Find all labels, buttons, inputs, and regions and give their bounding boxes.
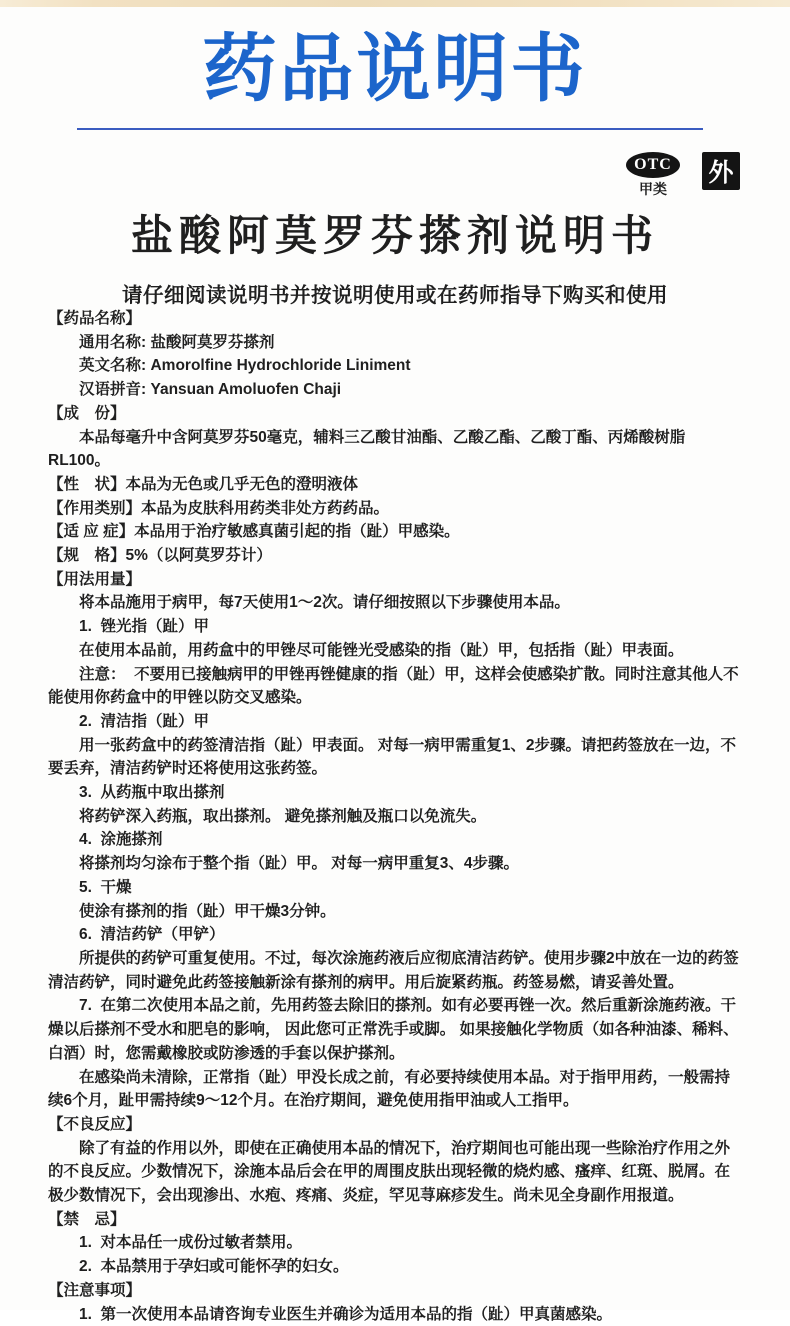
sections-container	[48, 307, 745, 1326]
section-paragraph: 将药铲深入药瓶，取出搽剂。 避免搽剂触及瓶口以免流失。	[79, 807, 487, 825]
section-dosage	[48, 568, 745, 1113]
section-contraindications	[48, 1208, 745, 1279]
section-heading: 【性 状】	[48, 475, 126, 493]
section-inline-text: 本品为皮肤科用药类非处方药药品。	[141, 499, 390, 517]
section-inline-text: 本品为无色或几乎无色的澄明液体	[125, 475, 359, 493]
section-heading-line	[48, 402, 745, 426]
section-heading-line	[48, 568, 745, 592]
section-paragraph: 6. 清洁药铲（甲铲）	[79, 926, 225, 944]
section-heading: 【不良反应】	[48, 1115, 142, 1133]
section-heading: 【适 应 症】	[48, 523, 135, 541]
section-paragraph: 用一张药盒中的药签清洁指（趾）甲表面。 对每一病甲需重复1、2步骤。请把药签放在一边，不要丢弃，清洁药铲时还将使用这张药签。	[48, 736, 737, 778]
section-heading-line	[48, 307, 745, 331]
section-composition	[48, 402, 745, 473]
section-paragraph: 汉语拼音: Yansuan Amoluofen Chaji	[79, 381, 342, 399]
section-inline-text: 本品用于治疗敏感真菌引起的指（趾）甲感染。	[134, 523, 460, 541]
otc-label: OTC	[634, 156, 672, 173]
doc-title: 盐酸阿莫罗芬搽剂说明书	[130, 212, 659, 259]
section-heading-line	[48, 1113, 745, 1137]
section-paragraph: 5. 干燥	[79, 878, 132, 896]
section-heading: 【禁 忌】	[48, 1210, 126, 1228]
section-paragraph: 通用名称: 盐酸阿莫罗芬搽剂	[79, 333, 275, 351]
section-heading-line	[48, 473, 745, 497]
section-action-category	[48, 497, 745, 521]
title-divider	[77, 128, 703, 130]
page-title: 药品说明书	[202, 27, 588, 110]
section-adverse-reactions	[48, 1113, 745, 1208]
section-heading: 【药品名称】	[48, 310, 142, 327]
section-paragraph: 本品每毫升中含阿莫罗芬50毫克，辅料三乙酸甘油酯、乙酸乙酯、乙酸丁酯、丙烯酸树脂RL100。	[48, 428, 686, 470]
section-precautions	[48, 1279, 745, 1326]
section-paragraph: 英文名称: Amorolfine Hydrochloride Liniment	[79, 357, 411, 375]
section-heading-line	[48, 497, 745, 521]
section-paragraph: 注意： 不要用已接触病甲的甲锉再锉健康的指（趾）甲，这样会使感染扩散。同时注意其他人不能使用你药盒中的甲锉以防交叉感染。	[48, 665, 739, 707]
section-paragraph: 7. 在第二次使用本品之前，先用药签去除旧的搽剂。如有必要再锉一次。然后重新涂施药液。干燥以后搽剂不受水和肥皂的影响， 因此您可正常洗手或脚。 如果接触化学物质（如各种油漆、稀料、白酒）时，您需戴橡胶或防渗透的手套以保护搽剂。	[48, 997, 739, 1062]
section-paragraph: 所提供的药铲可重复使用。不过，每次涂施药液后应彻底清洁药铲。使用步骤2中放在一边的药签清洁药铲，同时避免此药签接触新涂有搽剂的病甲。用后旋紧药瓶。药签易燃，请妥善处置。	[48, 949, 739, 991]
section-heading-line	[48, 1279, 745, 1303]
section-paragraph: 将本品施用于病甲，每7天使用1～2次。请仔细按照以下步骤使用本品。	[79, 594, 570, 612]
section-paragraph: 在感染尚未清除，正常指（趾）甲没长成之前，有必要持续使用本品。对于指甲用药，一般需持续6个月，趾甲需持续9～12个月。在治疗期间，避免使用指甲油或人工指甲。	[48, 1068, 731, 1110]
section-paragraph: 使涂有搽剂的指（趾）甲干燥3分钟。	[79, 902, 336, 920]
section-paragraph: 2. 本品禁用于孕妇或可能怀孕的妇女。	[79, 1258, 349, 1276]
section-heading: 【注意事项】	[48, 1281, 142, 1299]
section-paragraph: 除了有益的作用以外，即使在正确使用本品的情况下，治疗期间也可能出现一些除治疗作用之外的不良反应。少数情况下，涂施本品后会在甲的周围皮肤出现轻微的烧灼感、瘙痒、红斑、脱屑。在极少数情况下，会出现渗出、水疱、疼痛、炎症，罕见荨麻疹发生。尚未见全身副作用报道。	[48, 1139, 731, 1205]
section-paragraph: 1. 第一次使用本品请咨询专业医生并确诊为适用本品的指（趾）甲真菌感染。	[79, 1305, 613, 1323]
section-paragraph: 4. 涂施搽剂	[79, 831, 163, 849]
section-strength	[48, 544, 745, 568]
section-heading: 【作用类别】	[48, 499, 142, 517]
section-paragraph: 在使用本品前，用药盒中的甲锉尽可能锉光受感染的指（趾）甲，包括指（趾）甲表面。	[79, 641, 684, 659]
section-inline-text: 5%（以阿莫罗芬计）	[125, 547, 272, 565]
section-heading-line	[48, 520, 745, 544]
section-drug-name	[48, 307, 745, 402]
section-heading-line	[48, 1208, 745, 1232]
section-paragraph: 1. 锉光指（趾）甲	[79, 618, 210, 636]
section-heading: 【规 格】	[48, 547, 126, 565]
page-top-edge	[0, 0, 790, 7]
otc-class-label: 甲类	[639, 181, 667, 197]
external-use-label: 外	[708, 159, 734, 187]
otc-badge	[626, 152, 680, 199]
read-notice: 请仔细阅读说明书并按说明使用或在药师指导下购买和使用	[122, 284, 668, 307]
section-paragraph: 1. 对本品任一成份过敏者禁用。	[79, 1234, 303, 1252]
section-heading-line	[48, 544, 745, 568]
section-paragraph: 3. 从药瓶中取出搽剂	[79, 784, 225, 802]
section-heading: 【用法用量】	[48, 570, 142, 588]
section-paragraph: 2. 清洁指（趾）甲	[79, 712, 210, 730]
section-paragraph: 将搽剂均匀涂布于整个指（趾）甲。 对每一病甲重复3、4步骤。	[79, 855, 520, 873]
otc-oval-icon	[626, 152, 680, 178]
section-indications	[48, 520, 745, 544]
badge-group	[626, 152, 740, 199]
external-use-badge	[702, 152, 740, 190]
section-heading: 【成 份】	[48, 404, 126, 422]
section-properties	[48, 473, 745, 497]
